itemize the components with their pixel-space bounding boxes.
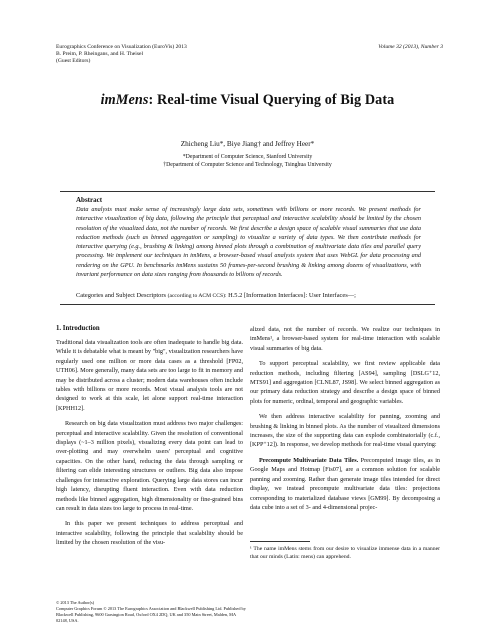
intro-paragraph-6 [250, 456, 440, 512]
categories-qualifier: (according to ACM CCS): [167, 293, 227, 299]
title-rest: : Real-time Visual Querying of Big Data [148, 92, 395, 108]
section-heading-introduction: 1. Introduction [56, 325, 100, 332]
footnote-rule [250, 541, 310, 542]
running-header-left [56, 44, 276, 65]
volume-info: Volume 32 (2013), Number 3 [378, 44, 443, 50]
intro-paragraph-5: We then address interactive scalability for panning, zooming and brushing & linking in binned plots. As the number of visualized dimensions increases, the size of the supporting data can explode combinatorially (c.f., [KPP⁺12]). In response, we develop methods for real-time visual querying: [250, 413, 440, 449]
intro-paragraph-4: To support perceptual scalability, we first review applicable data reduction methods, including filtering [AS94], sampling [DSLG⁺12, MTS91] and aggregation [CLNL87, JS98]. We select binned aggregation as our primary data reduction strategy and describe a design space of binned plots for numeric, ordinal, temporal and geographic variables. [250, 360, 440, 405]
abstract [76, 196, 421, 279]
editors: B. Preim, P. Rheingans, and H. Theisel [56, 51, 144, 57]
categories-label: Categories and Subject Descriptors [76, 292, 166, 299]
copyright-notice [56, 600, 246, 624]
right-column [250, 325, 440, 518]
left-column [56, 325, 243, 554]
run-in-heading-tiles: Precompute Multivariate Data Tiles. [259, 456, 359, 464]
abstract-heading: Abstract [76, 196, 103, 204]
subject-categories [76, 292, 421, 299]
footnote: ¹ The name imMens stems from our desire to visualize immense data in a manner that our minds (Latin: mens) can apprehend. [250, 546, 440, 560]
guest-editors: (Guest Editors) [56, 58, 91, 64]
affiliations [0, 154, 495, 169]
categories-value: H.5.2 [Information Interfaces]: User Interfaces—; [228, 292, 356, 299]
abstract-bottom-rule [60, 304, 435, 305]
title-system-name: imMens [100, 92, 149, 108]
affiliation-stanford: *Department of Computer Science, Stanford University [182, 154, 313, 160]
abstract-text: Data analysts must make sense of increasingly large data sets, sometimes with billions or more records. We present methods for interactive visualization of big data, following the principle that perceptual and interactive scalability should be limited by the chosen resolution of the visualized data, not the number of records. We first describe a design space of scalable visual summaries that use data reduction methods (such as binned aggregation or sampling) to visualize a variety of data types. We then contribute methods for interactive querying (e.g., brushing & linking) among binned plots through a combination of multivariate data tiles and parallel query processing. We implement our techniques in imMens, a browser-based visual analysis system that uses WebGL for data processing and rendering on the GPU. In benchmarks imMens sustains 50 frames-per-second brushing & linking among dozens of visualizations, with invariant performance on data sizes ranging from thousands to billions of records. [76, 206, 421, 279]
intro-paragraph-1: Traditional data visualization tools are often inadequate to handle big data. While it is debatable what is meant by "big", visualization researchers have regularly used one million or more data cases as a threshold [FP02, UTH06]. More generally, many data sets are too large to fit in memory and may be distributed across a cluster; modern data warehouses often include tables with billions or more records. Most visual analysis tools are not designed to work at this scale, let alone support real-time interaction [KPHH12]. [56, 339, 243, 412]
intro-paragraph-3-cont: alized data, not the number of records. We realize our techniques in imMens¹, a browser-based system for real-time interaction with scalable visual summaries of big data. [250, 326, 440, 352]
copyright-line-1: © 2013 The Author(s) [56, 600, 95, 605]
authors: Zhicheng Liu*, Biye Jiang† and Jeffrey Heer* [180, 140, 315, 148]
conference-name: Eurographics Conference on Visualization (EuroVis) 2013 [56, 44, 187, 50]
copyright-line-2: Computer Graphics Forum © 2013 The Eurographics Association and Blackwell Publishing Ltd. Published by Blackwell Publishing, 9600 Garsington Road, Oxford OX4 2DQ, UK and 350 Main Street, Malden, MA 02148, USA. [56, 606, 246, 623]
affiliation-tsinghua: †Department of Computer Science and Technology, Tsinghua University [163, 161, 332, 168]
intro-paragraph-3: In this paper we present techniques to address perceptual and interactive scalability, following the principle that scalability should be limited by the chosen resolution of the visu- [56, 520, 243, 547]
paper-title [0, 92, 495, 109]
abstract-top-rule [60, 191, 435, 192]
tiles-text: Precomputed image tiles, as in Google Maps and Hotmap [Fis07], are a common solution for scalable panning and zooming. Rather than generate image tiles intended for direct display, we instead precompute multivariate data tiles: projections corresponding to materialized database views [GM99]. By decomposing a data cube into a set of 3- and 4-dimensional projec- [250, 456, 441, 511]
intro-paragraph-2: Research on big data visualization must address two major challenges: perceptual and interactive scalability. Given the resolution of conventional displays (~1–3 million pixels), visualizing every data point can lead to over-plotting and may overwhelm users' perceptual and cognitive capacities. On the other hand, reducing the data through sampling or filtering can elide interesting structures or outliers. Big data also impose challenges for interactive exploration. Querying large data stores can incur high latency, disrupting fluent interaction. Even with data reduction methods like binned aggregation, high dimensionality or fine-grained bins can result in data sizes too large to process in real-time. [56, 420, 243, 512]
